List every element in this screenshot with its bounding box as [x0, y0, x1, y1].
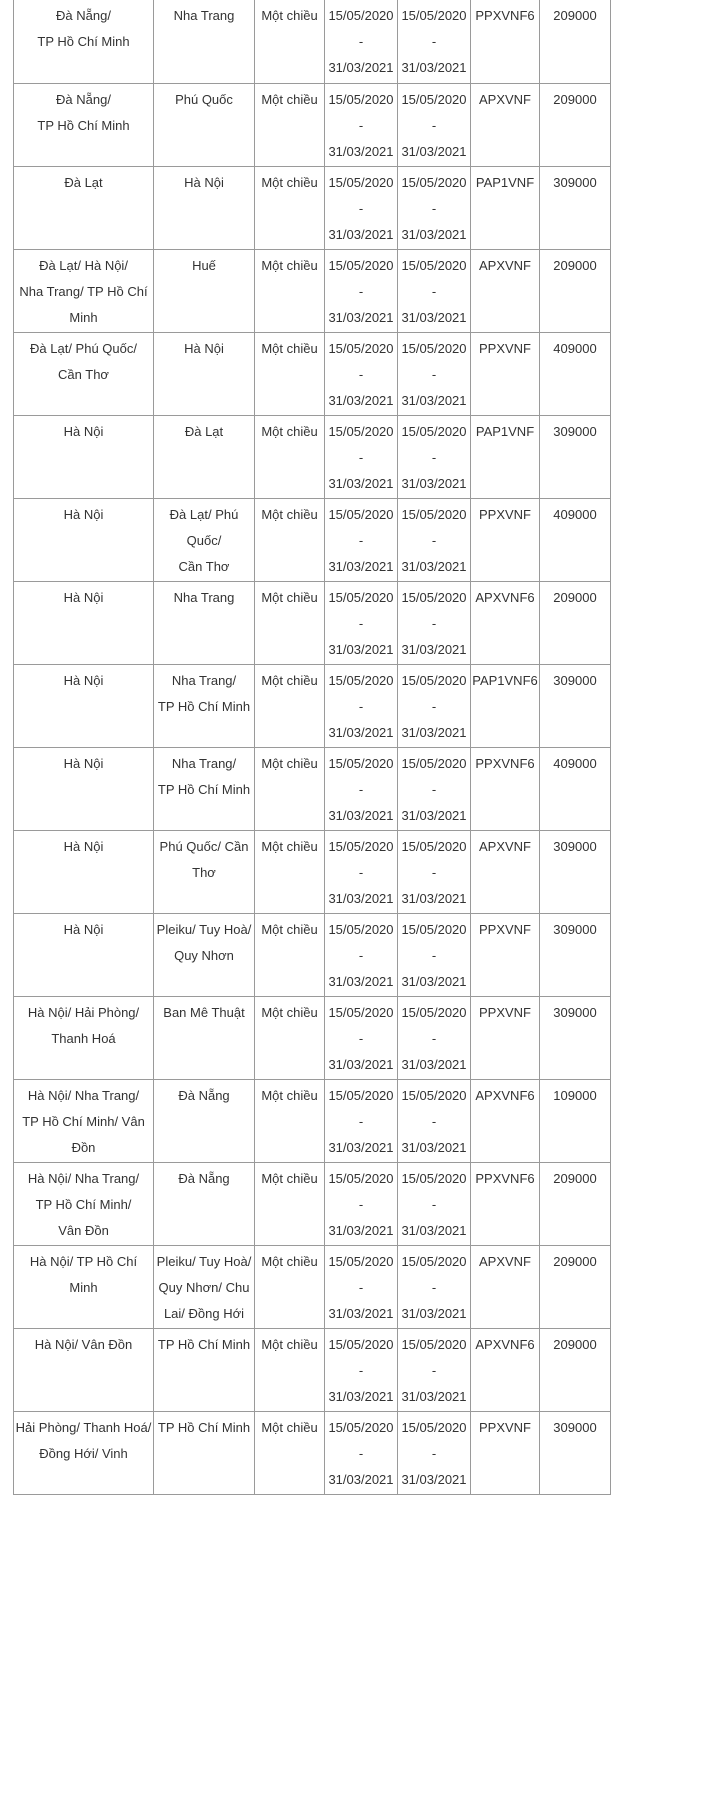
- trip-type-cell: Một chiều: [255, 581, 325, 664]
- sale-period-cell: 15/05/2020 - 31/03/2021: [325, 1328, 398, 1411]
- table-row: [14, 415, 611, 498]
- sale-period-cell: 15/05/2020 - 31/03/2021: [325, 1079, 398, 1162]
- sale-period-cell: 15/05/2020 - 31/03/2021: [325, 913, 398, 996]
- price-cell: 209000: [540, 83, 611, 166]
- table-row: [14, 1162, 611, 1245]
- trip-type-cell: Một chiều: [255, 83, 325, 166]
- sale-period-cell: 15/05/2020 - 31/03/2021: [325, 498, 398, 581]
- origin-cell: Hà Nội/ Hải Phòng/ Thanh Hoá: [14, 996, 154, 1079]
- price-cell: 409000: [540, 498, 611, 581]
- origin-cell: Hà Nội: [14, 498, 154, 581]
- fare-code-cell: PPXVNF6: [471, 0, 540, 83]
- fare-code-cell: PAP1VNF6: [471, 664, 540, 747]
- sale-period-cell: 15/05/2020 - 31/03/2021: [325, 664, 398, 747]
- fare-code-cell: APXVNF: [471, 1245, 540, 1328]
- origin-cell: Hà Nội: [14, 581, 154, 664]
- destination-cell: Hà Nội: [154, 166, 255, 249]
- fare-code-cell: PPXVNF: [471, 332, 540, 415]
- price-cell: 209000: [540, 1245, 611, 1328]
- travel-period-cell: 15/05/2020 - 31/03/2021: [398, 332, 471, 415]
- table-row: [14, 664, 611, 747]
- origin-cell: Hà Nội/ Nha Trang/ TP Hồ Chí Minh/ Vân Đồn: [14, 1079, 154, 1162]
- origin-cell: Đà Nẵng/ TP Hồ Chí Minh: [14, 83, 154, 166]
- fare-code-cell: PPXVNF: [471, 498, 540, 581]
- travel-period-cell: 15/05/2020 - 31/03/2021: [398, 664, 471, 747]
- origin-cell: Hà Nội/ TP Hồ Chí Minh: [14, 1245, 154, 1328]
- price-cell: 309000: [540, 830, 611, 913]
- origin-cell: Hải Phòng/ Thanh Hoá/ Đồng Hới/ Vinh: [14, 1411, 154, 1494]
- fare-code-cell: APXVNF6: [471, 581, 540, 664]
- table-row: [14, 1328, 611, 1411]
- fare-code-cell: APXVNF6: [471, 1079, 540, 1162]
- travel-period-cell: 15/05/2020 - 31/03/2021: [398, 581, 471, 664]
- destination-cell: Phú Quốc/ Cần Thơ: [154, 830, 255, 913]
- fare-code-cell: PPXVNF: [471, 913, 540, 996]
- table-row: [14, 83, 611, 166]
- fare-code-cell: APXVNF: [471, 830, 540, 913]
- destination-cell: Đà Nẵng: [154, 1162, 255, 1245]
- table-row: [14, 1079, 611, 1162]
- sale-period-cell: 15/05/2020 - 31/03/2021: [325, 332, 398, 415]
- destination-cell: TP Hồ Chí Minh: [154, 1411, 255, 1494]
- travel-period-cell: 15/05/2020 - 31/03/2021: [398, 747, 471, 830]
- origin-cell: Hà Nội: [14, 415, 154, 498]
- destination-cell: Ban Mê Thuật: [154, 996, 255, 1079]
- price-cell: 309000: [540, 996, 611, 1079]
- travel-period-cell: 15/05/2020 - 31/03/2021: [398, 996, 471, 1079]
- trip-type-cell: Một chiều: [255, 249, 325, 332]
- trip-type-cell: Một chiều: [255, 747, 325, 830]
- price-cell: 209000: [540, 1328, 611, 1411]
- travel-period-cell: 15/05/2020 - 31/03/2021: [398, 913, 471, 996]
- destination-cell: Nha Trang: [154, 581, 255, 664]
- travel-period-cell: 15/05/2020 - 31/03/2021: [398, 0, 471, 83]
- travel-period-cell: 15/05/2020 - 31/03/2021: [398, 1411, 471, 1494]
- trip-type-cell: Một chiều: [255, 830, 325, 913]
- travel-period-cell: 15/05/2020 - 31/03/2021: [398, 166, 471, 249]
- travel-period-cell: 15/05/2020 - 31/03/2021: [398, 249, 471, 332]
- origin-cell: Đà Lạt/ Phú Quốc/ Cần Thơ: [14, 332, 154, 415]
- table-row: [14, 0, 611, 83]
- table-row: [14, 913, 611, 996]
- fare-code-cell: PAP1VNF: [471, 415, 540, 498]
- origin-cell: Đà Nẵng/ TP Hồ Chí Minh: [14, 0, 154, 83]
- sale-period-cell: 15/05/2020 - 31/03/2021: [325, 1245, 398, 1328]
- travel-period-cell: 15/05/2020 - 31/03/2021: [398, 1079, 471, 1162]
- travel-period-cell: 15/05/2020 - 31/03/2021: [398, 1245, 471, 1328]
- trip-type-cell: Một chiều: [255, 166, 325, 249]
- price-cell: 209000: [540, 0, 611, 83]
- destination-cell: Đà Nẵng: [154, 1079, 255, 1162]
- destination-cell: Pleiku/ Tuy Hoà/ Quy Nhơn: [154, 913, 255, 996]
- origin-cell: Hà Nội: [14, 830, 154, 913]
- travel-period-cell: 15/05/2020 - 31/03/2021: [398, 415, 471, 498]
- sale-period-cell: 15/05/2020 - 31/03/2021: [325, 83, 398, 166]
- trip-type-cell: Một chiều: [255, 415, 325, 498]
- origin-cell: Hà Nội/ Nha Trang/ TP Hồ Chí Minh/ Vân Đồn: [14, 1162, 154, 1245]
- trip-type-cell: Một chiều: [255, 498, 325, 581]
- trip-type-cell: Một chiều: [255, 664, 325, 747]
- price-cell: 309000: [540, 664, 611, 747]
- fare-code-cell: APXVNF: [471, 83, 540, 166]
- destination-cell: Phú Quốc: [154, 83, 255, 166]
- trip-type-cell: Một chiều: [255, 1411, 325, 1494]
- origin-cell: Đà Lạt: [14, 166, 154, 249]
- trip-type-cell: Một chiều: [255, 0, 325, 83]
- sale-period-cell: 15/05/2020 - 31/03/2021: [325, 1411, 398, 1494]
- fare-code-cell: APXVNF: [471, 249, 540, 332]
- table-row: [14, 498, 611, 581]
- travel-period-cell: 15/05/2020 - 31/03/2021: [398, 83, 471, 166]
- destination-cell: Nha Trang/ TP Hồ Chí Minh: [154, 664, 255, 747]
- origin-cell: Hà Nội/ Vân Đồn: [14, 1328, 154, 1411]
- trip-type-cell: Một chiều: [255, 332, 325, 415]
- table-row: [14, 747, 611, 830]
- price-cell: 109000: [540, 1079, 611, 1162]
- price-cell: 309000: [540, 1411, 611, 1494]
- trip-type-cell: Một chiều: [255, 1245, 325, 1328]
- price-cell: 309000: [540, 415, 611, 498]
- destination-cell: Huế: [154, 249, 255, 332]
- sale-period-cell: 15/05/2020 - 31/03/2021: [325, 415, 398, 498]
- destination-cell: TP Hồ Chí Minh: [154, 1328, 255, 1411]
- fare-code-cell: PPXVNF: [471, 996, 540, 1079]
- table-row: [14, 996, 611, 1079]
- sale-period-cell: 15/05/2020 - 31/03/2021: [325, 581, 398, 664]
- sale-period-cell: 15/05/2020 - 31/03/2021: [325, 830, 398, 913]
- fare-code-cell: PPXVNF6: [471, 747, 540, 830]
- sale-period-cell: 15/05/2020 - 31/03/2021: [325, 1162, 398, 1245]
- trip-type-cell: Một chiều: [255, 996, 325, 1079]
- fare-code-cell: APXVNF6: [471, 1328, 540, 1411]
- sale-period-cell: 15/05/2020 - 31/03/2021: [325, 747, 398, 830]
- fare-code-cell: PAP1VNF: [471, 166, 540, 249]
- fare-table: [13, 0, 611, 1495]
- trip-type-cell: Một chiều: [255, 1328, 325, 1411]
- table-row: [14, 830, 611, 913]
- price-cell: 209000: [540, 581, 611, 664]
- trip-type-cell: Một chiều: [255, 1162, 325, 1245]
- table-row: [14, 1411, 611, 1494]
- destination-cell: Đà Lạt: [154, 415, 255, 498]
- origin-cell: Hà Nội: [14, 747, 154, 830]
- price-cell: 209000: [540, 249, 611, 332]
- price-cell: 409000: [540, 747, 611, 830]
- fare-table-body: [14, 0, 611, 1494]
- price-cell: 209000: [540, 1162, 611, 1245]
- destination-cell: Nha Trang/ TP Hồ Chí Minh: [154, 747, 255, 830]
- origin-cell: Hà Nội: [14, 664, 154, 747]
- travel-period-cell: 15/05/2020 - 31/03/2021: [398, 1328, 471, 1411]
- price-cell: 309000: [540, 913, 611, 996]
- origin-cell: Đà Lạt/ Hà Nội/ Nha Trang/ TP Hồ Chí Minh: [14, 249, 154, 332]
- sale-period-cell: 15/05/2020 - 31/03/2021: [325, 249, 398, 332]
- price-cell: 309000: [540, 166, 611, 249]
- table-row: [14, 1245, 611, 1328]
- table-row: [14, 581, 611, 664]
- travel-period-cell: 15/05/2020 - 31/03/2021: [398, 1162, 471, 1245]
- trip-type-cell: Một chiều: [255, 913, 325, 996]
- sale-period-cell: 15/05/2020 - 31/03/2021: [325, 166, 398, 249]
- trip-type-cell: Một chiều: [255, 1079, 325, 1162]
- table-row: [14, 332, 611, 415]
- table-row: [14, 249, 611, 332]
- fare-code-cell: PPXVNF: [471, 1411, 540, 1494]
- origin-cell: Hà Nội: [14, 913, 154, 996]
- table-row: [14, 166, 611, 249]
- destination-cell: Hà Nội: [154, 332, 255, 415]
- price-cell: 409000: [540, 332, 611, 415]
- sale-period-cell: 15/05/2020 - 31/03/2021: [325, 996, 398, 1079]
- destination-cell: Nha Trang: [154, 0, 255, 83]
- destination-cell: Pleiku/ Tuy Hoà/ Quy Nhơn/ Chu Lai/ Đồng Hới: [154, 1245, 255, 1328]
- sale-period-cell: 15/05/2020 - 31/03/2021: [325, 0, 398, 83]
- travel-period-cell: 15/05/2020 - 31/03/2021: [398, 498, 471, 581]
- travel-period-cell: 15/05/2020 - 31/03/2021: [398, 830, 471, 913]
- fare-code-cell: PPXVNF6: [471, 1162, 540, 1245]
- destination-cell: Đà Lạt/ Phú Quốc/ Cần Thơ: [154, 498, 255, 581]
